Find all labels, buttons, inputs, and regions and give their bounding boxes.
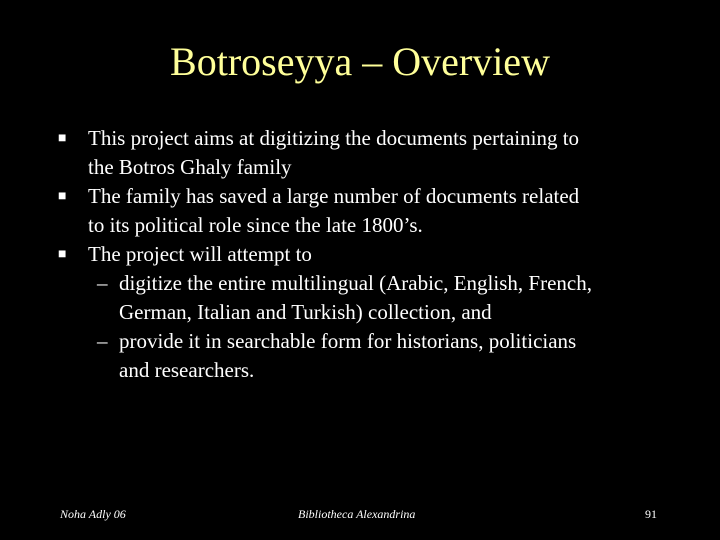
bullet-text-line: The project will attempt to [88, 242, 312, 266]
square-bullet-icon: ■ [58, 189, 67, 204]
footer-author: Noha Adly 06 [60, 507, 126, 521]
dash-bullet-icon: – [97, 271, 108, 295]
bullet-item [58, 124, 678, 182]
slide-number: 91 [645, 507, 657, 521]
sub-bullet-item [58, 269, 678, 327]
slide-title: Botroseyya – Overview [170, 39, 550, 84]
bullet-text-line: This project aims at digitizing the documents pertaining to [88, 126, 580, 150]
bullet-text-line: The family has saved a large number of documents related [88, 184, 580, 208]
square-bullet-icon: ■ [58, 247, 67, 262]
sub-bullet-text-line: and researchers. [119, 358, 255, 382]
bullet-text-line: the Botros Ghaly family [88, 155, 292, 179]
bullet-text-line: to its political role since the late 1800’s. [88, 213, 423, 237]
sub-bullet-text-line: German, Italian and Turkish) collection, and [119, 300, 492, 324]
dash-bullet-icon: – [97, 329, 108, 353]
slide-body [58, 124, 678, 385]
sub-bullet-item [58, 327, 678, 385]
bullet-item [58, 240, 678, 269]
sub-bullet-text-line: provide it in searchable form for historians, politicians [119, 329, 577, 353]
bullet-item [58, 182, 678, 240]
footer-organization: Bibliotheca Alexandrina [298, 507, 416, 521]
square-bullet-icon: ■ [58, 131, 67, 146]
sub-bullet-text-line: digitize the entire multilingual (Arabic, English, French, [119, 271, 592, 295]
